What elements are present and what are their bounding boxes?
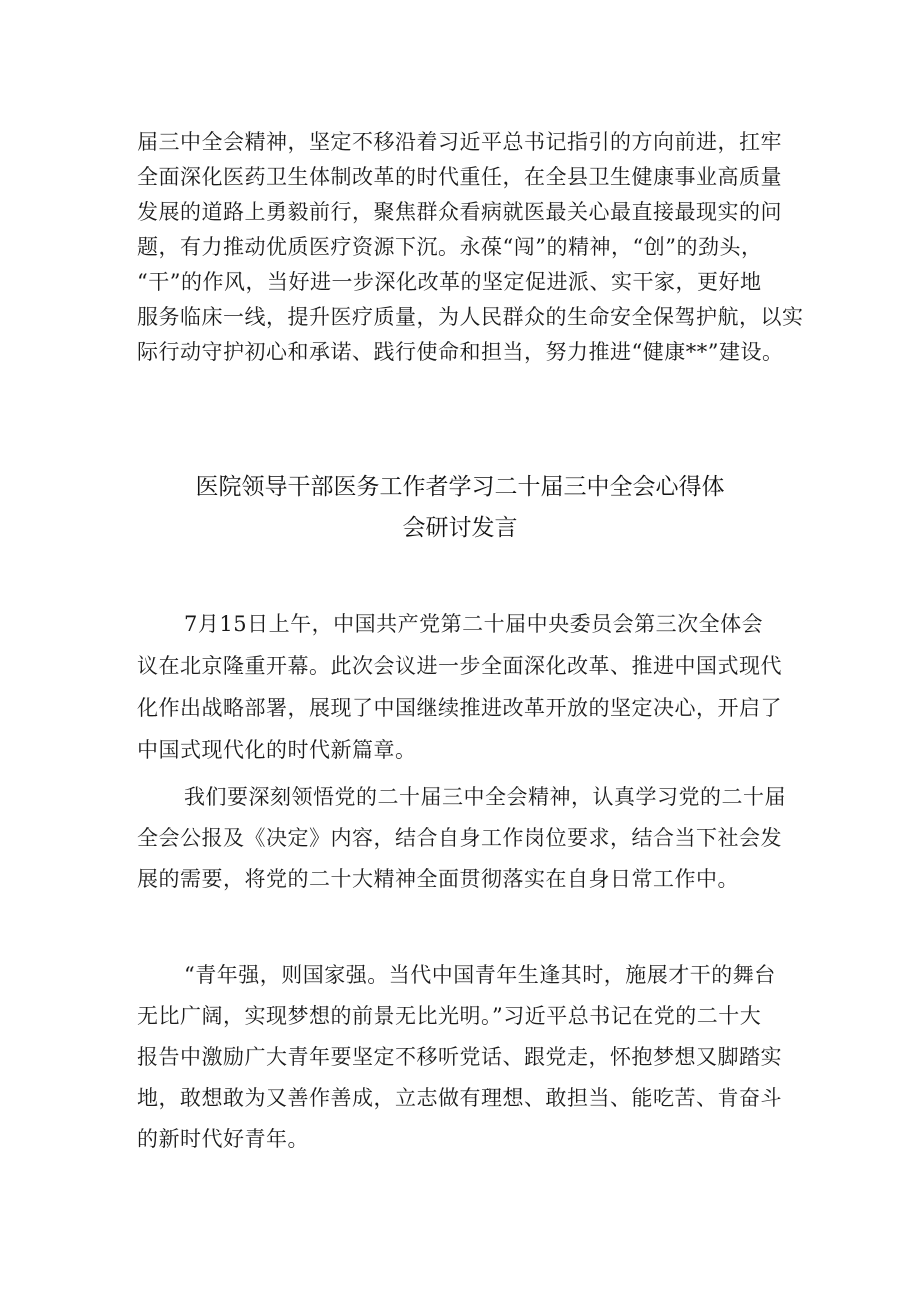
paragraph-1-line-4: 中国式现代化的时代新篇章。 (137, 738, 417, 762)
intro-line-4: 题，有力推动优质医疗资源下沉。永葆“闯”的精神，“创”的劲头， (137, 235, 763, 259)
paragraph-3-line-1: “青年强，则国家强。当代中国青年生逢其时，施展才干的舞台 (184, 963, 776, 987)
paragraph-3-line-5: 的新时代好青年。 (137, 1127, 309, 1151)
paragraph-1-line-2: 议在北京隆重开幕。此次会议进一步全面深化改革、推进中国式现代 (137, 654, 782, 678)
title-line-1: 医院领导干部医务工作者学习二十届三中全会心得体 (195, 474, 725, 500)
paragraph-3-line-4: 地，敢想敢为又善作善成，立志做有理想、敢担当、能吃苦、肯奋斗 (137, 1086, 782, 1110)
paragraph-2-line-1: 我们要深刻领悟党的二十届三中全会精神，认真学习党的二十届 (184, 785, 786, 809)
paragraph-2-line-3: 展的需要，将党的二十大精神全面贯彻落实在自身日常工作中。 (137, 867, 739, 891)
intro-line-6: 服务临床一线，提升医疗质量，为人民群众的生命安全保驾护航，以实 (137, 305, 804, 329)
intro-line-2: 全面深化医药卫生体制改革的时代重任，在全县卫生健康事业高质量 (137, 165, 782, 189)
paragraph-3-line-2: 无比广阔，实现梦想的前景无比光明。”习近平总书记在党的二十大 (137, 1004, 762, 1028)
title-line-2: 会研讨发言 (402, 515, 518, 541)
paragraph-3-line-3: 报告中激励广大青年要坚定不移听党话、跟党走，怀抱梦想又脚踏实 (137, 1045, 782, 1069)
intro-line-7: 际行动守护初心和承诺、践行使命和担当，努力推进“健康**”建设。 (137, 340, 784, 364)
paragraph-1-line-1: 7月15日上午，中国共产党第二十届中央委员会第三次全体会 (184, 612, 764, 636)
intro-line-1: 届三中全会精神，坚定不移沿着习近平总书记指引的方向前进，扛牢 (137, 130, 782, 154)
intro-line-3: 发展的道路上勇毅前行，聚焦群众看病就医最关心最直接最现实的问 (137, 200, 782, 224)
paragraph-2-line-2: 全会公报及《决定》内容，结合自身工作岗位要求，结合当下社会发 (137, 826, 782, 850)
paragraph-1-line-3: 化作出战略部署，展现了中国继续推进改革开放的坚定决心，开启了 (137, 696, 782, 720)
intro-line-5: “干”的作风，当好进一步深化改革的坚定促进派、实干家，更好地 (137, 270, 762, 294)
